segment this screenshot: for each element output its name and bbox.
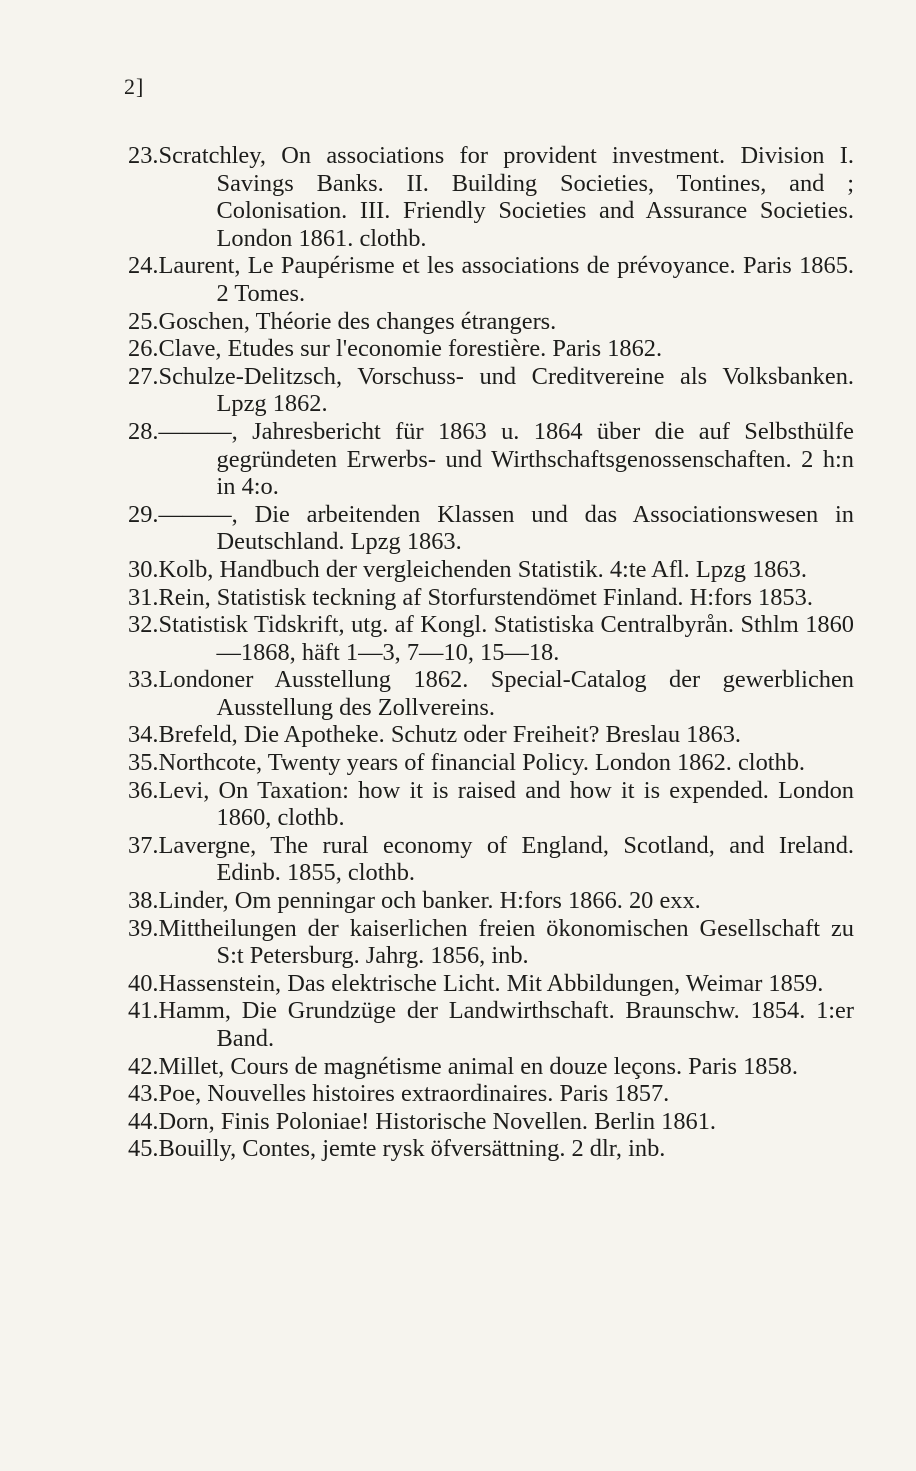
list-item [128,887,854,915]
entry-text: Kolb, Handbuch der vergleichenden Statistik. 4:te Afl. Lpzg 1863. [158,555,807,583]
entry-number: 35. [128,749,159,777]
entry-text: Laurent, Le Paupérisme et les associations de prévoyance. Paris 1865. 2 Tomes. [158,252,854,307]
entry-number: 42. [128,1052,159,1080]
entry-number: 25. [128,307,159,335]
entry-text: Levi, On Taxation: how it is raised and how it is expended. London 1860, clothb. [158,776,854,832]
list-item [128,777,854,832]
entry-number: 32. [128,611,159,639]
entry-number: 30. [128,555,159,583]
entry-number: 41. [128,997,159,1025]
entry-number: 24. [128,252,159,280]
list-item [128,997,854,1052]
entry-number: 44. [128,1107,159,1135]
list-item [128,335,854,363]
entry-number: 39. [128,914,159,942]
list-item [128,584,854,612]
entry-text: Poe, Nouvelles histoires extraordinaires. Paris 1857. [158,1080,670,1108]
entry-text: Brefeld, Die Apotheke. Schutz oder Freiheit? Breslau 1863. [158,721,742,749]
entry-number: 37. [128,831,159,859]
list-item [128,1135,854,1163]
entry-text: ———, Die arbeitenden Klassen und das Associationswesen in Deutschland. Lpzg 1863. [158,500,854,556]
entry-number: 26. [128,335,159,363]
entry-text: Bouilly, Contes, jemte rysk öfversättning. 2 dlr, inb. [158,1135,666,1163]
entry-text: Hamm, Die Grundzüge der Landwirthschaft. Braunschw. 1854. 1:er Band. [158,997,854,1052]
entry-text: Scratchley, On associations for provident investment. Division I. Savings Banks. II. Building Societies, Tontines, and ; Colonisation. III. Friendly Societies and Assurance Societies. London 1861. clothb. [158,142,854,252]
list-item [128,832,854,887]
entry-text: Northcote, Twenty years of financial Policy. London 1862. clothb. [158,749,806,777]
entry-text: ———, Jahresbericht für 1863 u. 1864 über die auf Selbsthülfe gegründeten Erwerbs- und Wirthschaftsgenossenschaften. 2 h:n in 4:o. [158,417,854,501]
list-item [128,363,854,418]
entry-text: Rein, Statistisk teckning af Storfurstendömet Finland. H:fors 1853. [158,583,813,611]
list-item [128,611,854,666]
entry-number: 43. [128,1080,159,1108]
entry-text: Londoner Ausstellung 1862. Special-Catalog der gewerblichen Ausstellung des Zollvereins. [158,666,854,721]
list-item [128,666,854,721]
entry-number: 34. [128,721,159,749]
entry-text: Goschen, Théorie des changes étrangers. [158,307,557,335]
entry-number: 29. [128,500,159,528]
list-item [128,308,854,336]
list-item [128,1080,854,1108]
list-item [128,556,854,584]
entry-number: 40. [128,969,159,997]
entry-text: Linder, Om penningar och banker. H:fors 1866. 20 exx. [158,887,701,915]
list-item [128,915,854,970]
entry-text: Dorn, Finis Poloniae! Historische Novellen. Berlin 1861. [158,1107,717,1135]
entry-text: Mittheilungen der kaiserlichen freien ökonomischen Gesellschaft zu S:t Petersburg. Jahrg. 1856, inb. [158,914,854,970]
list-item [128,721,854,749]
list-item [128,252,854,307]
entry-text: Schulze-Delitzsch, Vorschuss- und Creditvereine als Volksbanken. Lpzg 1862. [158,362,854,418]
entry-number: 36. [128,776,159,804]
list-item [128,1053,854,1081]
entry-text: Millet, Cours de magnétisme animal en douze leçons. Paris 1858. [158,1052,798,1080]
entry-text: Statistisk Tidskrift, utg. af Kongl. Statistiska Centralbyrån. Sthlm 1860—1868, häft 1—3, 7—10, 15—18. [158,611,854,666]
list-item [128,1108,854,1136]
entry-number: 27. [128,362,159,390]
list-item [128,749,854,777]
entry-number: 31. [128,583,159,611]
entry-number: 33. [128,666,159,694]
list-item [128,970,854,998]
list-item [128,501,854,556]
entry-text: Lavergne, The rural economy of England, Scotland, and Ireland. Edinb. 1855, clothb. [158,831,854,887]
entry-number: 38. [128,887,159,915]
entry-text: Clave, Etudes sur l'economie forestière. Paris 1862. [158,335,663,363]
entry-text: Hassenstein, Das elektrische Licht. Mit Abbildungen, Weimar 1859. [158,969,824,997]
entry-number: 28. [128,417,159,445]
page-number: 2] [124,74,145,99]
entry-list [128,142,854,1163]
list-item [128,418,854,501]
entry-number: 45. [128,1135,159,1163]
list-item [128,142,854,252]
entry-number: 23. [128,142,159,169]
